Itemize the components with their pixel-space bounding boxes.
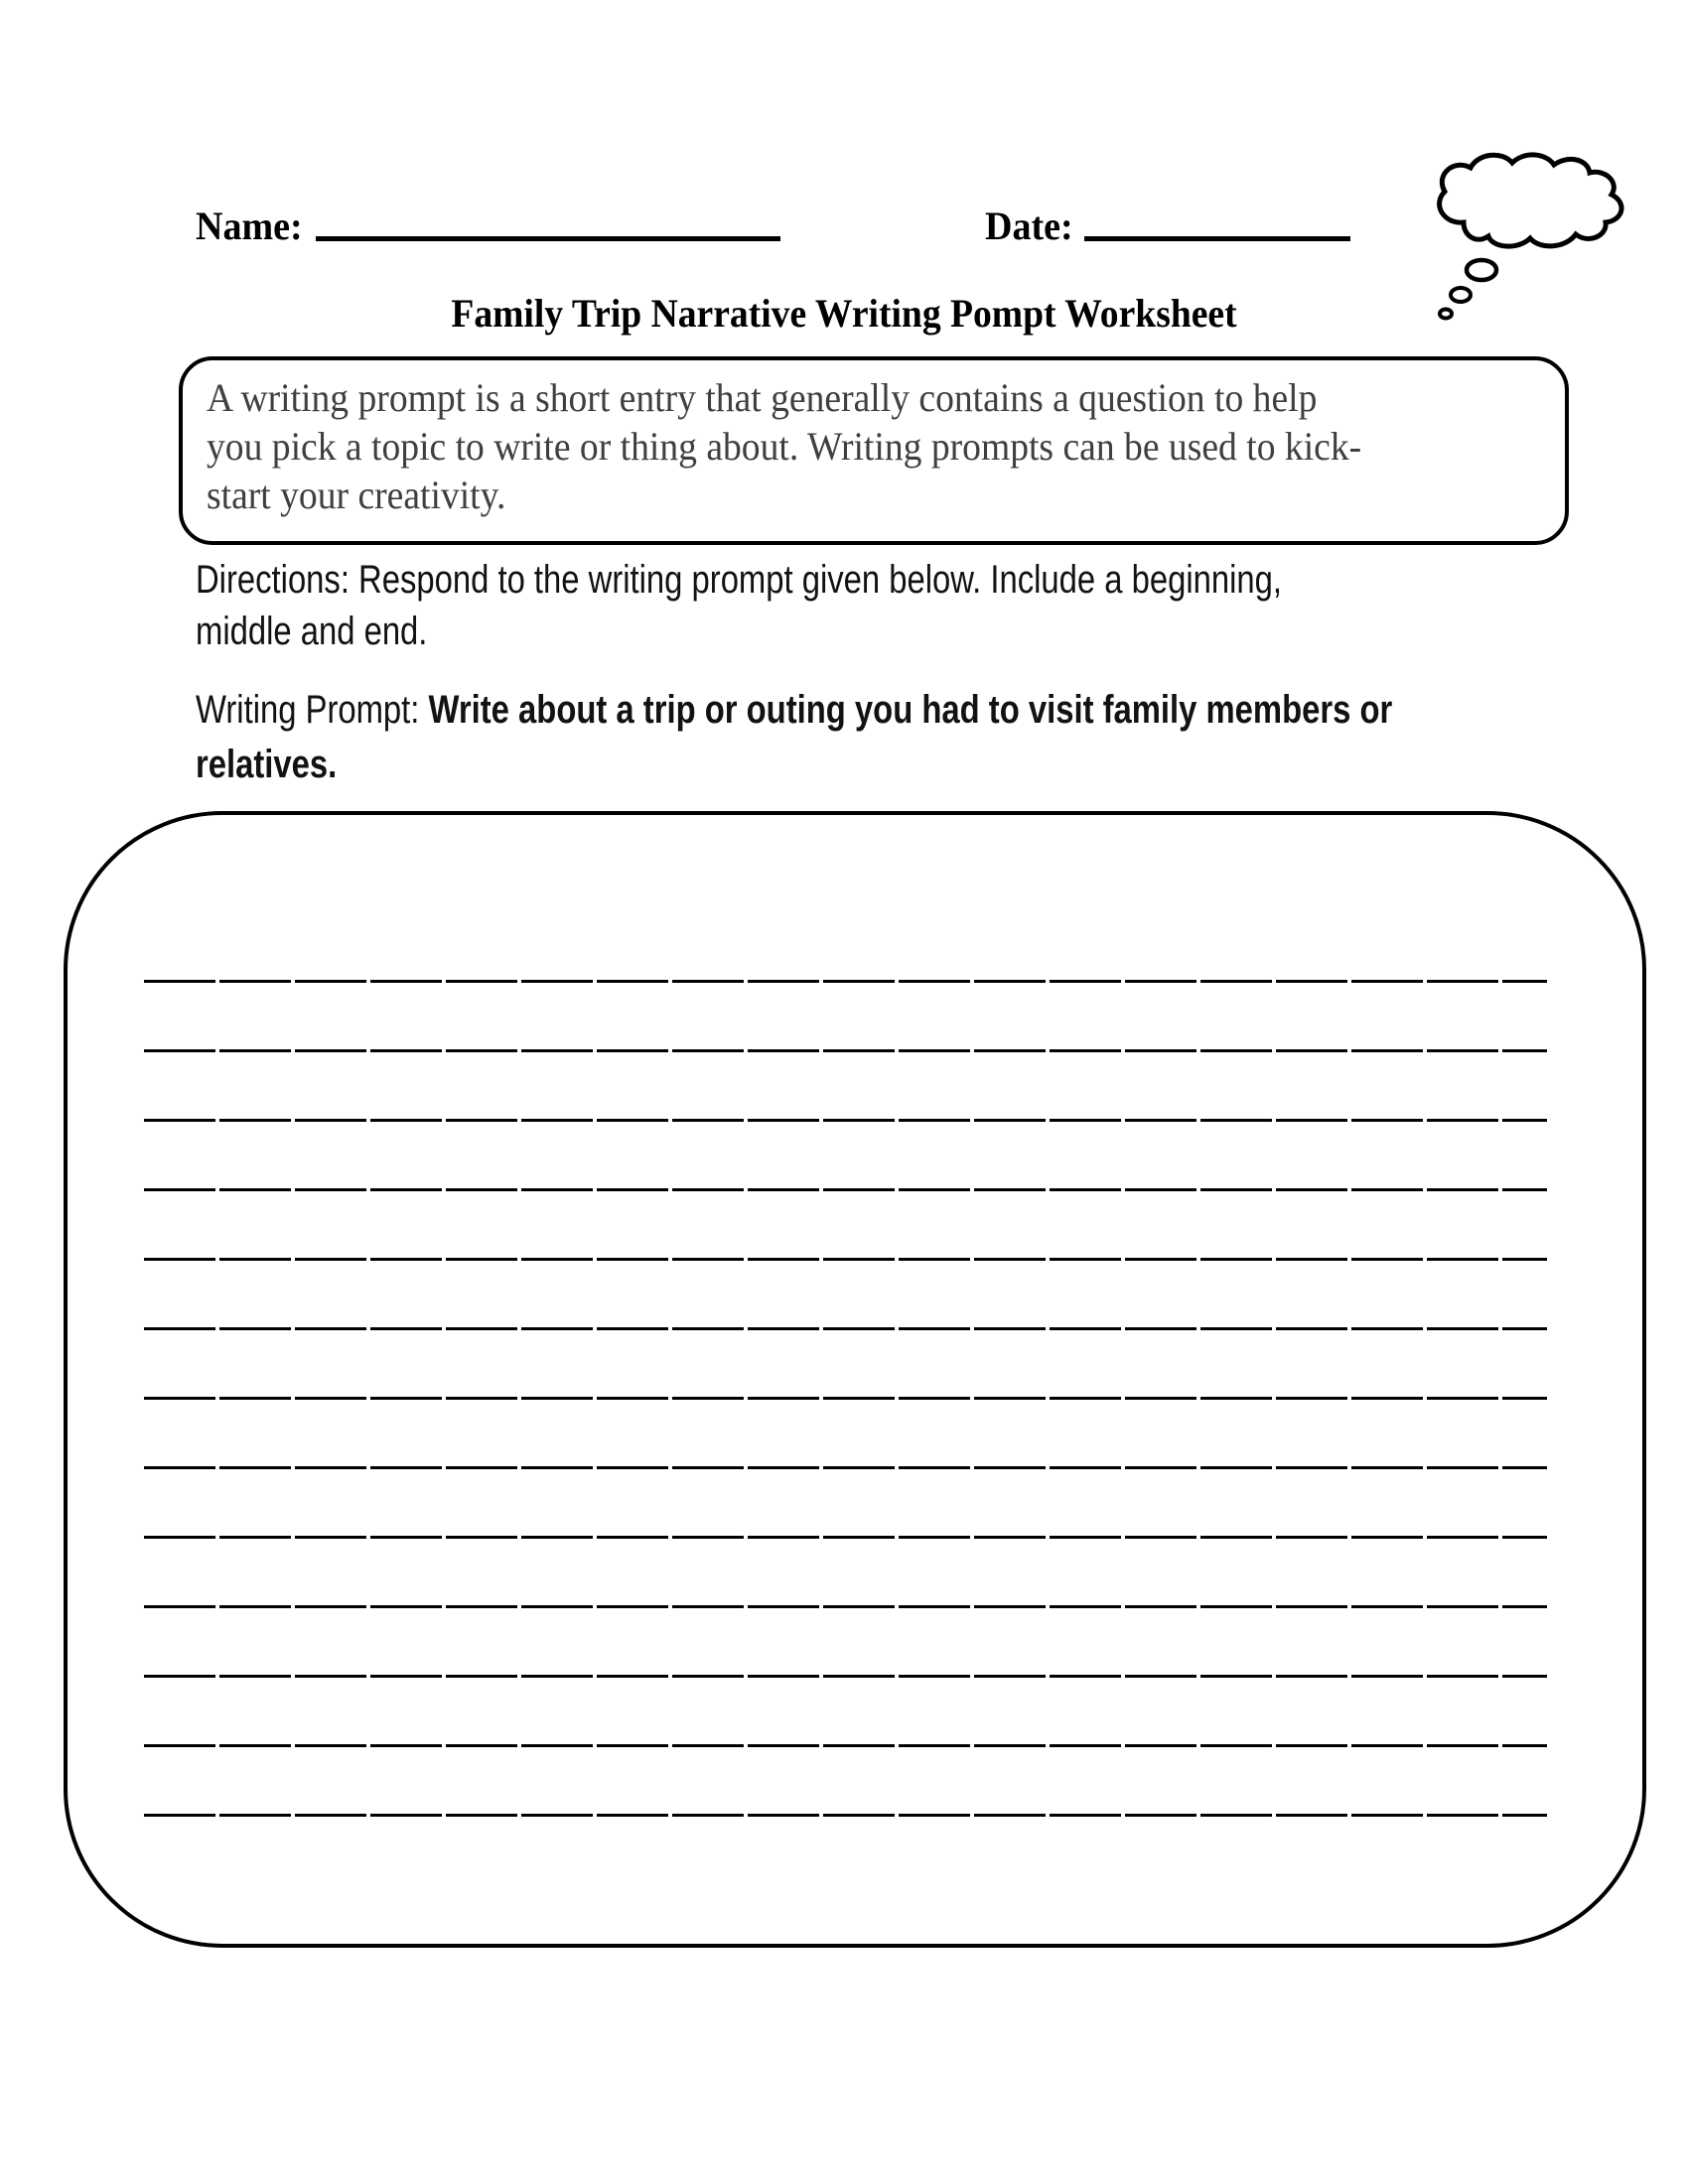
writing-line	[144, 1744, 1547, 1747]
writing-lines	[144, 980, 1547, 1883]
writing-area-box	[64, 811, 1646, 1948]
writing-line	[144, 1466, 1547, 1469]
directions-line-1: Directions: Respond to the writing prompt given below. Include a beginning,	[196, 558, 1282, 602]
writing-line	[144, 1814, 1547, 1817]
info-text-line-3: start your creativity.	[207, 473, 506, 517]
name-blank-line	[316, 236, 780, 241]
info-text-line-1: A writing prompt is a short entry that generally contains a question to help	[207, 375, 1318, 420]
writing-prompt-bold-1: Write about a trip or outing you had to visit family members or	[428, 688, 1393, 732]
writing-line	[144, 1258, 1547, 1261]
writing-line	[144, 1397, 1547, 1400]
writing-line	[144, 1675, 1547, 1678]
writing-line	[144, 1327, 1547, 1330]
page-title: Family Trip Narrative Writing Pompt Worksheet	[451, 291, 1237, 336]
date-blank-line	[1084, 236, 1350, 241]
writing-line	[144, 1188, 1547, 1191]
directions-text	[196, 554, 1282, 657]
info-text-line-2: you pick a topic to write or thing about. Writing prompts can be used to kick-	[207, 424, 1362, 469]
directions-line-2: middle and end.	[196, 610, 428, 653]
writing-prompt-label: Writing Prompt:	[196, 688, 429, 732]
name-label: Name:	[196, 204, 303, 248]
writing-prompt-line-1	[196, 683, 1392, 738]
writing-line	[144, 1605, 1547, 1608]
info-box	[179, 356, 1569, 545]
writing-line	[144, 1119, 1547, 1122]
writing-line	[144, 1049, 1547, 1052]
writing-prompt-bold-2: relatives.	[196, 743, 338, 786]
date-label: Date:	[985, 204, 1073, 248]
writing-line	[144, 1536, 1547, 1539]
writing-line	[144, 980, 1547, 983]
writing-prompt-text	[196, 683, 1392, 792]
